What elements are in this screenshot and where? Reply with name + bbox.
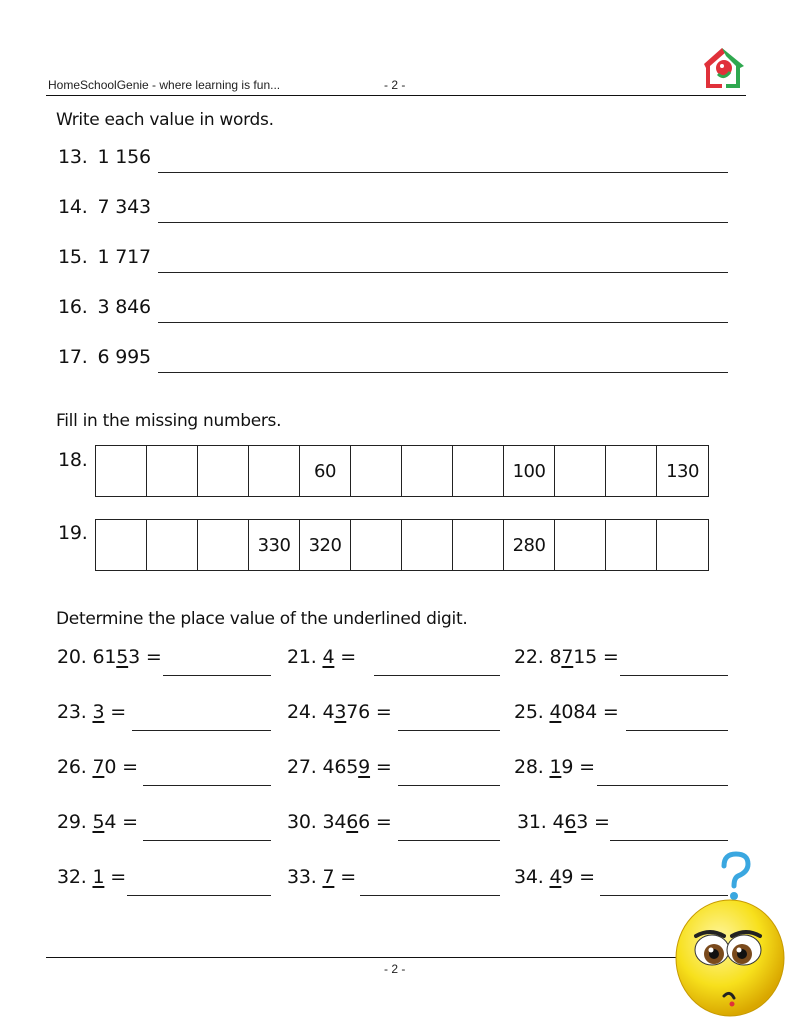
grid-cell[interactable]: [402, 520, 453, 570]
grid-cell: 130: [666, 460, 699, 482]
answer-line[interactable]: [620, 675, 728, 676]
answer-line[interactable]: [597, 785, 728, 786]
missing-row-number: 19.: [58, 522, 88, 544]
grid-cell[interactable]: [351, 520, 402, 570]
question-value: 1 717: [97, 246, 151, 268]
answer-line[interactable]: [127, 895, 271, 896]
answer-line[interactable]: [626, 730, 728, 731]
words-item-16: [58, 296, 151, 318]
number-grid-18: [95, 445, 709, 497]
question-number: 13.: [58, 146, 88, 168]
grid-cell: 330: [249, 520, 300, 570]
answer-line[interactable]: [158, 172, 728, 173]
words-item-14: [58, 196, 151, 218]
words-item-17: [58, 346, 151, 368]
grid-cell[interactable]: [198, 446, 249, 496]
answer-line[interactable]: [132, 730, 271, 731]
answer-line[interactable]: [398, 730, 500, 731]
grid-cell[interactable]: [147, 520, 198, 570]
place-item-27: 27. 4659 =: [287, 756, 392, 778]
question-value: 1 156: [97, 146, 151, 168]
grid-cell[interactable]: [555, 520, 606, 570]
question-number: 15.: [58, 246, 88, 268]
question-value: 6 995: [97, 346, 151, 368]
grid-cell[interactable]: [198, 520, 249, 570]
place-item-23: 23. 3 =: [57, 701, 126, 723]
words-section-title: Write each value in words.: [56, 110, 274, 130]
house-logo-icon: [700, 44, 748, 90]
place-item-34: 34. 49 =: [514, 866, 595, 888]
place-item-33: 33. 7 =: [287, 866, 356, 888]
answer-line[interactable]: [158, 322, 728, 323]
place-item-22: 22. 8715 =: [514, 646, 619, 668]
grid-cell[interactable]: [96, 520, 147, 570]
missing-row-number: 18.: [58, 449, 88, 471]
place-item-31: 31. 463 =: [517, 811, 610, 833]
grid-cell[interactable]: [249, 446, 300, 496]
grid-cell[interactable]: [555, 446, 606, 496]
header-page-number: - 2 -: [384, 78, 406, 92]
grid-cell[interactable]: [402, 446, 453, 496]
answer-line[interactable]: [163, 675, 271, 676]
place-item-30: 30. 3466 =: [287, 811, 392, 833]
grid-cell: 280: [504, 520, 555, 570]
question-number: 14.: [58, 196, 88, 218]
place-section-title: Determine the place value of the underlined digit.: [56, 609, 468, 629]
answer-line[interactable]: [360, 895, 500, 896]
grid-cell[interactable]: [657, 520, 708, 570]
footer-page-number: - 2 -: [384, 962, 406, 976]
place-item-29: 29. 54 =: [57, 811, 138, 833]
footer-rule: [46, 957, 686, 958]
words-item-13: [58, 146, 151, 168]
answer-line[interactable]: [143, 785, 271, 786]
answer-line[interactable]: [143, 840, 271, 841]
place-item-28: 28. 19 =: [514, 756, 595, 778]
words-item-15: [58, 246, 151, 268]
place-item-32: 32. 1 =: [57, 866, 126, 888]
grid-cell: 60: [300, 446, 351, 496]
missing-section-title: Fill in the missing numbers.: [56, 411, 282, 431]
place-item-25: 25. 4084 =: [514, 701, 619, 723]
header-site-name: HomeSchoolGenie - where learning is fun...: [48, 78, 281, 92]
place-item-20: 20. 6153 =: [57, 646, 162, 668]
grid-cell[interactable]: [606, 520, 657, 570]
grid-cell: 320: [300, 520, 351, 570]
question-value: 3 846: [97, 296, 151, 318]
answer-line[interactable]: [398, 840, 500, 841]
grid-cell: 100: [504, 446, 555, 496]
grid-cell[interactable]: [453, 446, 504, 496]
grid-cell[interactable]: [96, 446, 147, 496]
answer-line[interactable]: [158, 272, 728, 273]
number-grid-19: [95, 519, 709, 571]
grid-cell[interactable]: [351, 446, 402, 496]
answer-line[interactable]: [158, 372, 728, 373]
answer-line[interactable]: [374, 675, 500, 676]
question-number: 16.: [58, 296, 88, 318]
grid-cell[interactable]: [147, 446, 198, 496]
answer-line[interactable]: [610, 840, 728, 841]
header-rule: [46, 95, 746, 96]
place-item-21: 21. 4 =: [287, 646, 356, 668]
grid-cell[interactable]: [606, 446, 657, 496]
thinking-smiley-icon: [672, 894, 788, 1020]
question-value: 7 343: [97, 196, 151, 218]
answer-line[interactable]: [158, 222, 728, 223]
place-item-24: 24. 4376 =: [287, 701, 392, 723]
answer-line[interactable]: [398, 785, 500, 786]
place-item-26: 26. 70 =: [57, 756, 138, 778]
grid-cell[interactable]: [453, 520, 504, 570]
question-number: 17.: [58, 346, 88, 368]
